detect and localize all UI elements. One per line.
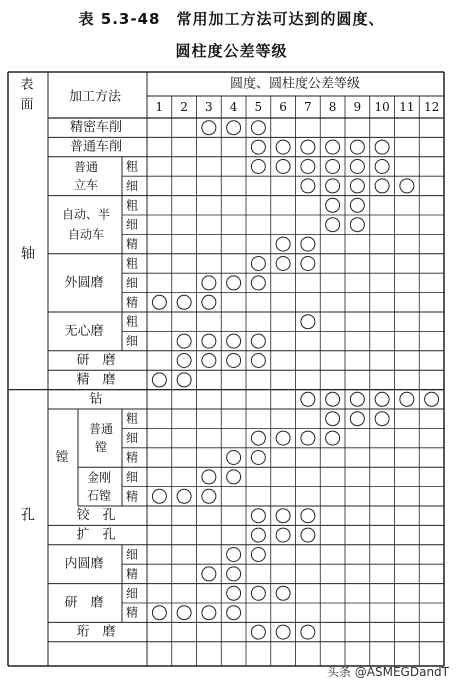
tier-label: 细 (125, 334, 139, 349)
grade-circle (301, 237, 315, 251)
grade-circle (375, 140, 389, 154)
method-label: 普通 (88, 422, 114, 437)
grade-circle (251, 451, 265, 465)
grade-circle (400, 179, 414, 193)
grade-circle (202, 121, 216, 135)
grade-circle (227, 334, 241, 348)
grade-circle (301, 528, 315, 542)
tier-label: 精 (125, 295, 139, 310)
grade-number: 12 (423, 100, 440, 114)
grade-circle (350, 412, 364, 426)
grade-circle (301, 140, 315, 154)
table-title-line-2: 圆柱度公差等级 (175, 42, 288, 60)
tier-label: 精 (125, 237, 139, 252)
grade-number: 1 (155, 100, 164, 114)
grade-circle (375, 412, 389, 426)
tier-label: 粗 (125, 411, 139, 426)
tier-label: 精 (125, 605, 139, 620)
grade-circle (251, 334, 265, 348)
tier-label: 精 (125, 450, 139, 465)
surface-label: 孔 (21, 507, 35, 524)
grade-circle (350, 198, 364, 212)
grade-circle (326, 431, 340, 445)
grade-circle (350, 179, 364, 193)
grade-circle (301, 392, 315, 406)
surface-header: 表 (20, 77, 34, 93)
tier-label: 细 (125, 275, 139, 290)
method-label: 镗 (94, 440, 108, 455)
grade-circle (227, 276, 241, 290)
grade-circle (375, 179, 389, 193)
grade-circle (276, 625, 290, 639)
tier-label: 粗 (125, 198, 139, 213)
grade-circle (425, 392, 439, 406)
tier-label: 细 (125, 178, 139, 193)
grade-circle (301, 315, 315, 329)
grade-circle (350, 218, 364, 232)
grade-circle (326, 140, 340, 154)
grade-number: 4 (229, 100, 238, 114)
grade-circle (152, 295, 166, 309)
grade-circle (301, 179, 315, 193)
grade-circle (202, 470, 216, 484)
grade-circle (177, 334, 191, 348)
method-label: 立车 (73, 178, 99, 193)
method-label: 普通车削 (69, 139, 123, 155)
grade-number: 5 (254, 100, 263, 114)
grade-circle (350, 140, 364, 154)
grade-circle (202, 334, 216, 348)
grade-circle (375, 392, 389, 406)
grade-circle (177, 373, 191, 387)
grade-circle (326, 218, 340, 232)
grade-circle (251, 354, 265, 368)
grade-number: 11 (399, 100, 415, 114)
method-label: 精密车削 (69, 120, 123, 136)
grade-circle (276, 140, 290, 154)
grade-circle (276, 586, 290, 600)
grade-circle (276, 257, 290, 271)
method-label: 精 磨 (76, 372, 116, 388)
grade-circle (177, 295, 191, 309)
grade-circle (301, 257, 315, 271)
grade-circle (152, 606, 166, 620)
grade-circle (251, 160, 265, 174)
grade-circle (251, 431, 265, 445)
grade-number: 7 (304, 100, 312, 114)
grade-circle (202, 276, 216, 290)
grade-circle (202, 489, 216, 503)
grade-circle (301, 625, 315, 639)
method-label: 镗 (55, 450, 69, 465)
surface-header: 面 (20, 97, 34, 113)
tier-label: 粗 (125, 159, 139, 174)
grade-circle (276, 237, 290, 251)
grade-circle (227, 586, 241, 600)
method-label: 石镗 (86, 488, 112, 503)
method-label: 扩 孔 (76, 527, 116, 543)
method-label: 金刚 (86, 470, 112, 485)
method-label: 自动、半 (61, 207, 111, 222)
grade-circle (227, 121, 241, 135)
tier-label: 细 (125, 586, 139, 601)
grade-circle (202, 295, 216, 309)
grade-circle (276, 160, 290, 174)
tier-label: 粗 (125, 256, 139, 271)
tier-label: 精 (125, 566, 139, 581)
watermark: 头条 @ASMEGDandT (326, 665, 449, 679)
grade-circle (400, 392, 414, 406)
tier-label: 细 (125, 469, 139, 484)
grade-circle (227, 451, 241, 465)
grade-circle (251, 548, 265, 562)
grade-circle (251, 625, 265, 639)
grade-circle (301, 431, 315, 445)
grade-circle (227, 470, 241, 484)
method-label: 珩 磨 (76, 624, 116, 640)
grade-circle (326, 179, 340, 193)
grade-circle (375, 160, 389, 174)
tier-label: 细 (125, 547, 139, 562)
grade-circle (227, 567, 241, 581)
grade-circle (251, 276, 265, 290)
grade-circle (251, 586, 265, 600)
tier-label: 细 (125, 217, 139, 232)
grade-circle (227, 548, 241, 562)
method-label: 铰 孔 (76, 508, 116, 524)
grade-circle (152, 373, 166, 387)
grade-circle (326, 198, 340, 212)
grade-circle (276, 509, 290, 523)
method-label: 内圆磨 (64, 556, 104, 572)
tier-label: 粗 (125, 314, 139, 329)
grade-circle (227, 354, 241, 368)
grade-circle (177, 606, 191, 620)
grade-circle (251, 509, 265, 523)
grade-circle (227, 606, 241, 620)
grade-number: 9 (353, 100, 362, 114)
grade-circle (326, 392, 340, 406)
tier-label: 细 (125, 431, 139, 446)
grade-number: 3 (205, 100, 213, 114)
method-label: 自动车 (67, 227, 105, 242)
method-label: 外圆磨 (64, 275, 104, 291)
grade-circle (152, 489, 166, 503)
grade-circle (301, 160, 315, 174)
grade-circle (276, 528, 290, 542)
surface-label: 轴 (21, 245, 35, 262)
method-label: 钻 (89, 391, 103, 407)
grade-circle (350, 392, 364, 406)
grade-number: 8 (328, 100, 337, 114)
table-title-line-1: 表 5.3-48 常用加工方法可达到的圆度、 (78, 10, 385, 28)
grade-circle (177, 489, 191, 503)
grade-header: 圆度、圆柱度公差等级 (229, 76, 361, 92)
grade-circle (202, 354, 216, 368)
grade-circle (251, 528, 265, 542)
grade-circle (202, 606, 216, 620)
grade-number: 10 (374, 100, 390, 114)
grade-circle (350, 160, 364, 174)
grade-circle (177, 354, 191, 368)
grade-circle (251, 121, 265, 135)
grade-number: 6 (279, 100, 287, 114)
method-label: 研 磨 (64, 595, 104, 611)
grade-circle (326, 160, 340, 174)
grade-circle (326, 412, 340, 426)
method-label: 普通 (73, 160, 99, 175)
method-label: 研 磨 (76, 353, 116, 368)
grade-circle (301, 509, 315, 523)
grade-circle (202, 567, 216, 581)
grade-circle (276, 431, 290, 445)
tier-label: 精 (125, 489, 139, 504)
method-label: 无心磨 (64, 323, 104, 339)
grade-number: 2 (180, 100, 188, 114)
grade-circle (251, 140, 265, 154)
grade-circle (251, 257, 265, 271)
method-header: 加工方法 (68, 89, 122, 105)
